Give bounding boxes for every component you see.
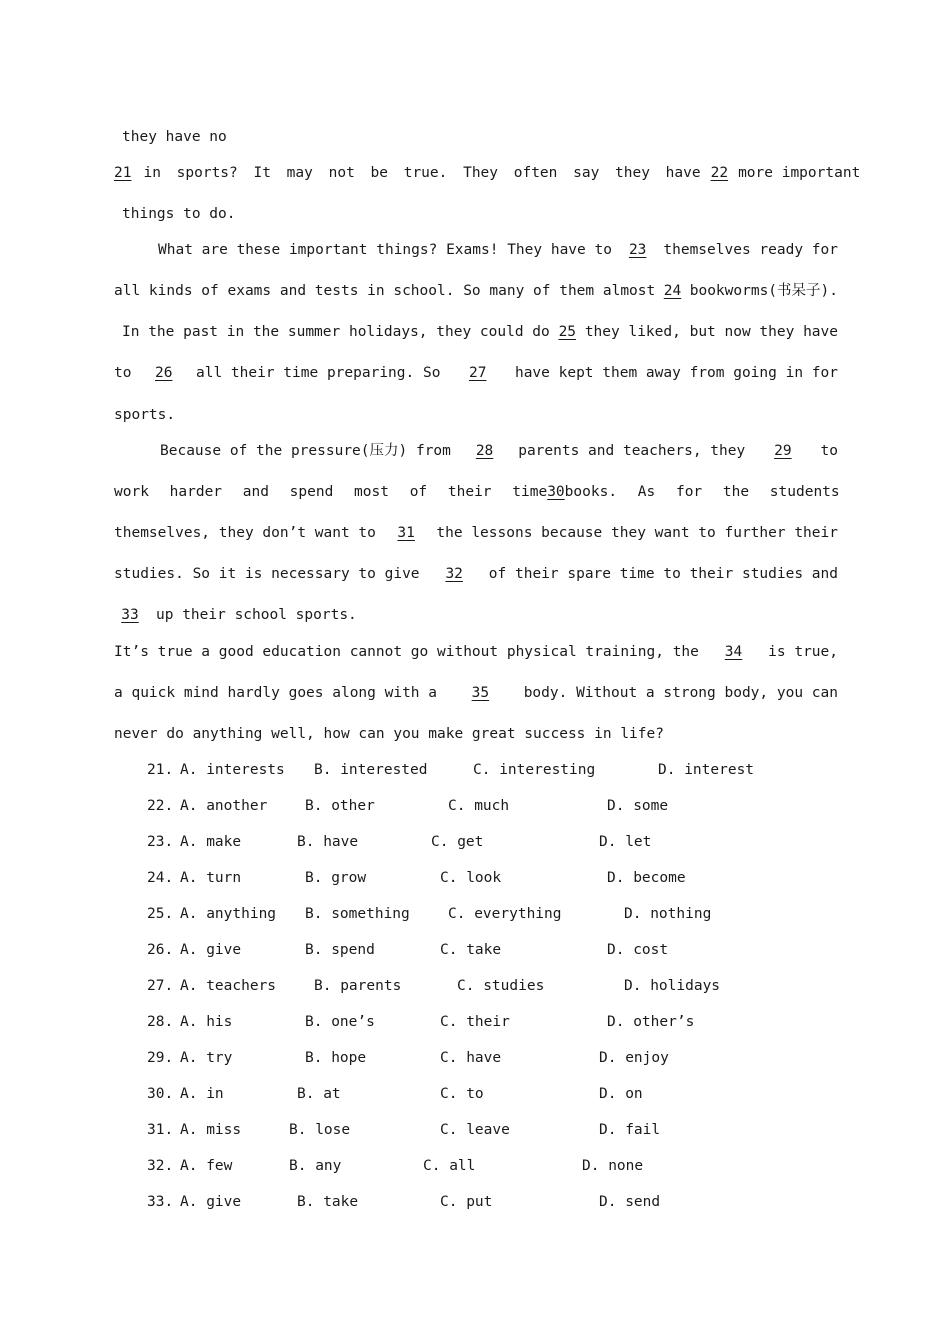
passage-line <box>114 605 838 625</box>
blank-25: 25 <box>558 324 577 340</box>
option-d: D. fail <box>599 1122 661 1138</box>
passage-line <box>114 163 861 183</box>
question-number: 25. <box>147 906 174 922</box>
passage-text: to <box>114 365 132 381</box>
option-d: D. send <box>599 1194 661 1210</box>
question-number: 24. <box>147 870 174 886</box>
passage-text: to <box>820 443 838 459</box>
passage-line <box>114 363 838 383</box>
question-number: 33. <box>147 1194 174 1210</box>
passage-text: they liked, but now they have <box>584 324 838 340</box>
passage-text: never do anything well, how can you make great success in life? <box>114 726 664 742</box>
option-b: B. take <box>297 1194 359 1210</box>
question-number: 31. <box>147 1122 174 1138</box>
blank-32: 32 <box>445 566 463 582</box>
question-number: 21. <box>147 762 174 778</box>
option-c: C. take <box>440 942 502 958</box>
passage-text: all their time preparing. So <box>196 365 441 381</box>
passage-text: of their spare time to their studies and <box>488 566 838 582</box>
question-number: 22. <box>147 798 174 814</box>
option-a: A. teachers <box>180 978 277 994</box>
option-b: B. at <box>297 1086 341 1102</box>
passage-line <box>122 204 846 224</box>
passage-text: they have no <box>122 129 227 145</box>
option-b: B. one’s <box>305 1014 375 1030</box>
option-c: C. everything <box>448 906 562 922</box>
option-d: D. on <box>599 1086 643 1102</box>
question-number: 29. <box>147 1050 174 1066</box>
option-d: D. other’s <box>607 1014 695 1030</box>
blank-24: 24 <box>663 283 682 299</box>
blank-22: 22 <box>710 165 729 181</box>
passage-line <box>114 724 838 744</box>
passage-text: up their school sports. <box>156 607 357 623</box>
option-b: B. grow <box>305 870 367 886</box>
option-a: A. miss <box>180 1122 242 1138</box>
option-d: D. cost <box>607 942 669 958</box>
option-d: D. become <box>607 870 686 886</box>
option-a: A. few <box>180 1158 233 1174</box>
passage-line <box>160 441 838 461</box>
passage-text: work harder and spend most of their time <box>114 484 548 500</box>
passage-text: books. As for the students <box>564 484 840 500</box>
option-a: A. his <box>180 1014 233 1030</box>
passage-line <box>122 127 846 147</box>
question-number: 27. <box>147 978 174 994</box>
option-d: D. holidays <box>624 978 721 994</box>
passage-line <box>114 683 838 703</box>
passage-text: studies. So it is necessary to give <box>114 566 420 582</box>
option-d: D. enjoy <box>599 1050 669 1066</box>
passage-text: themselves, they don’t want to <box>114 525 376 541</box>
option-a: A. anything <box>180 906 277 922</box>
passage-line <box>114 564 838 584</box>
passage-text: It’s true a good education cannot go without physical training, the <box>114 644 699 660</box>
blank-23: 23 <box>628 242 647 258</box>
option-b: B. lose <box>289 1122 351 1138</box>
blank-21: 21 <box>114 165 132 181</box>
passage-text: more important <box>738 165 861 181</box>
option-a: A. give <box>180 942 242 958</box>
blank-26: 26 <box>155 365 173 381</box>
option-a: A. make <box>180 834 242 850</box>
option-c: C. their <box>440 1014 510 1030</box>
option-b: B. spend <box>305 942 375 958</box>
passage-line <box>114 281 838 301</box>
blank-27: 27 <box>468 365 487 381</box>
option-b: B. hope <box>305 1050 367 1066</box>
passage-text: sports. <box>114 407 176 423</box>
passage-line <box>114 482 838 502</box>
passage-text: a quick mind hardly goes along with a <box>114 685 438 701</box>
blank-34: 34 <box>724 644 743 660</box>
passage-line <box>114 405 838 425</box>
passage-line <box>122 322 838 342</box>
option-c: C. get <box>431 834 484 850</box>
option-c: C. look <box>440 870 502 886</box>
passage-text: all kinds of exams and tests in school. So many of them almost <box>114 283 656 299</box>
option-b: B. interested <box>314 762 428 778</box>
option-a: A. try <box>180 1050 233 1066</box>
blank-28: 28 <box>475 443 494 459</box>
passage-text: themselves ready for <box>663 242 838 258</box>
option-a: A. give <box>180 1194 242 1210</box>
option-a: A. turn <box>180 870 242 886</box>
option-c: C. have <box>440 1050 502 1066</box>
option-d: D. nothing <box>624 906 712 922</box>
option-c: C. to <box>440 1086 484 1102</box>
passage-text: In the past in the summer holidays, they could do <box>122 324 550 340</box>
passage-text: body. Without a strong body, you can <box>523 685 838 701</box>
option-a: A. interests <box>180 762 285 778</box>
option-c: C. interesting <box>473 762 596 778</box>
option-a: A. in <box>180 1086 224 1102</box>
question-number: 30. <box>147 1086 174 1102</box>
question-number: 26. <box>147 942 174 958</box>
question-number: 32. <box>147 1158 174 1174</box>
option-b: B. parents <box>314 978 402 994</box>
option-c: C. leave <box>440 1122 510 1138</box>
option-d: D. let <box>599 834 652 850</box>
passage-text: parents and teachers, they <box>518 443 746 459</box>
option-b: B. have <box>297 834 359 850</box>
passage-text: is true, <box>768 644 838 660</box>
passage-text: in sports? It may not be true. They often say they have <box>143 165 701 181</box>
passage-text: have kept them away from going in for <box>514 365 838 381</box>
option-c: C. much <box>448 798 510 814</box>
question-number: 28. <box>147 1014 174 1030</box>
passage-text: things to do. <box>122 206 236 222</box>
blank-33: 33 <box>121 607 139 623</box>
blank-29: 29 <box>774 443 792 459</box>
option-c: C. all <box>423 1158 476 1174</box>
passage-text: the lessons because they want to further their <box>436 525 838 541</box>
question-number: 23. <box>147 834 174 850</box>
option-b: B. something <box>305 906 410 922</box>
option-b: B. other <box>305 798 375 814</box>
passage-line <box>114 642 838 662</box>
option-c: C. studies <box>457 978 545 994</box>
option-d: D. some <box>607 798 669 814</box>
passage-text: bookworms(书呆子). <box>689 283 838 299</box>
blank-31: 31 <box>397 525 415 541</box>
blank-30: 30 <box>547 484 565 500</box>
passage-text: What are these important things? Exams! They have to <box>158 242 612 258</box>
option-d: D. interest <box>658 762 755 778</box>
passage-line <box>158 240 838 260</box>
passage-line <box>114 523 838 543</box>
option-b: B. any <box>289 1158 342 1174</box>
option-a: A. another <box>180 798 268 814</box>
option-d: D. none <box>582 1158 644 1174</box>
passage-text: Because of the pressure(压力) from <box>160 443 451 459</box>
blank-35: 35 <box>471 685 490 701</box>
option-c: C. put <box>440 1194 493 1210</box>
